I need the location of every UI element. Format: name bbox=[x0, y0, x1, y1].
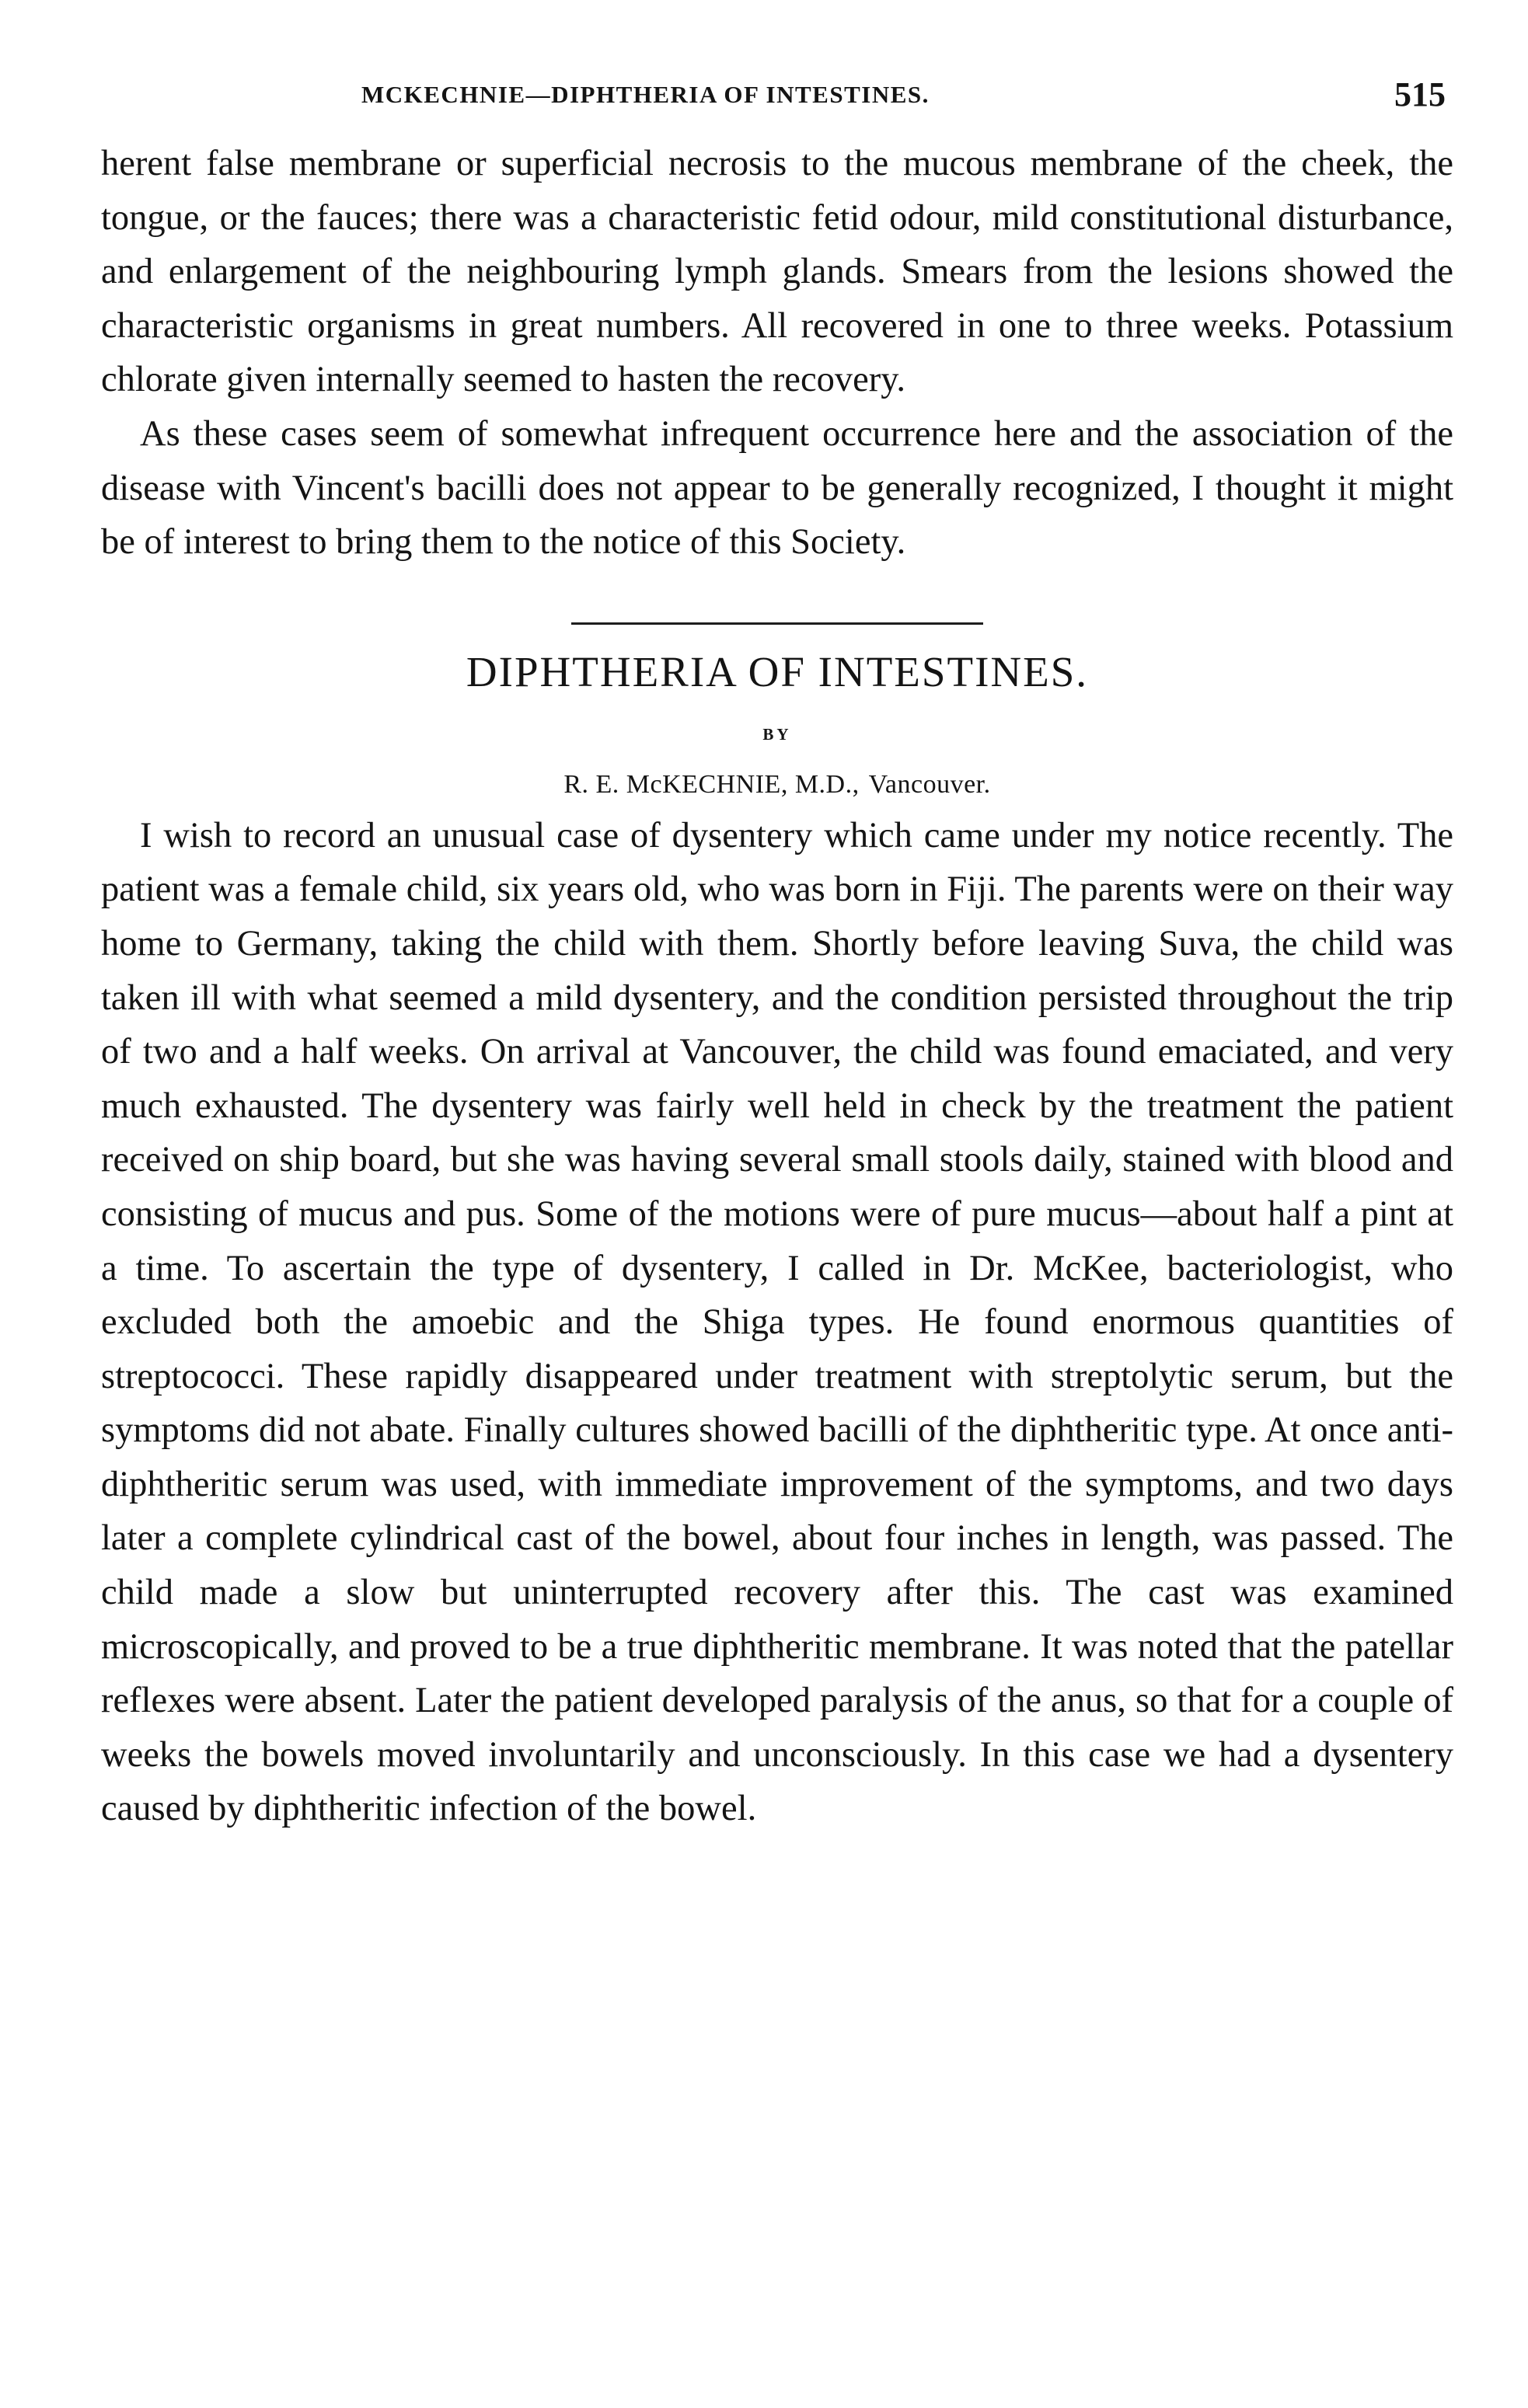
author-name: R. E. McKECHNIE, M.D., bbox=[563, 769, 860, 799]
running-title: MCKECHNIE—DIPHTHERIA OF INTESTINES. bbox=[361, 81, 930, 108]
paragraph: herent false membrane or superficial necrosis to the mucous membrane of the cheek, the tongue, or the fauces; there was a characteristic fetid odour, mild constitutional disturbance, and enlargement of the neighbouring lymph glands. Smears from the lesions showed the characteristic organisms in great numbers. All recovered in one to three weeks. Potassium chlorate given internally seemed to hasten the recovery. bbox=[101, 144, 1453, 400]
author-location: Vancouver. bbox=[868, 769, 991, 799]
article-body bbox=[101, 809, 1453, 1836]
paragraph: As these cases seem of somewhat infrequent occurrence here and the association of the disease with Vincent's bacilli does not appear to be generally recognized, I thought it might be of interest to bring them to the notice of this Society. bbox=[101, 413, 1453, 563]
section-divider-rule bbox=[571, 622, 983, 625]
author-line bbox=[101, 765, 1453, 804]
previous-article-ending bbox=[101, 137, 1453, 570]
journal-page bbox=[101, 75, 1453, 1836]
byline-by-label: BY bbox=[762, 724, 792, 744]
paragraph: I wish to record an unusual case of dysentery which came under my notice recently. The patient was a female child, six years old, who was born in Fiji. The parents were on their way home to Germany, taking the child with them. Shortly before leaving Suva, the child was taken ill with what seemed a mild dysentery, and the condition persisted throughout the trip of two and a half weeks. On arrival at Vancouver, the child was found emaciated, and very much exhausted. The dysentery was fairly well held in check by the treatment the patient received on ship board, but she was having several small stools daily, stained with blood and consisting of mucus and pus. Some of the motions were of pure mucus—about half a pint at a time. To ascertain the type of dysentery, I called in Dr. McKee, bacteriologist, who excluded both the amoebic and the Shiga types. He found enormous quantities of streptococci. These rapidly disappeared under treatment with streptolytic serum, but the symptoms did not abate. Finally cultures showed bacilli of the diphtheritic type. At once anti-diphtheritic serum was used, with immediate improvement of the symptoms, and two days later a complete cylindrical cast of the bowel, about four inches in length, was passed. The child made a slow but uninterrupted recovery after this. The cast was examined microscopically, and proved to be a true diphtheritic membrane. It was noted that the patellar reflexes were absent. Later the patient developed paralysis of the anus, so that for a couple of weeks the bowels moved involuntarily and unconsciously. In this case we had a dysentery caused by diphtheritic infection of the bowel. bbox=[101, 815, 1453, 1829]
page-number: 515 bbox=[1394, 75, 1446, 113]
article-title: DIPHTHERIA OF INTESTINES. bbox=[466, 647, 1089, 695]
running-head bbox=[101, 75, 1453, 137]
